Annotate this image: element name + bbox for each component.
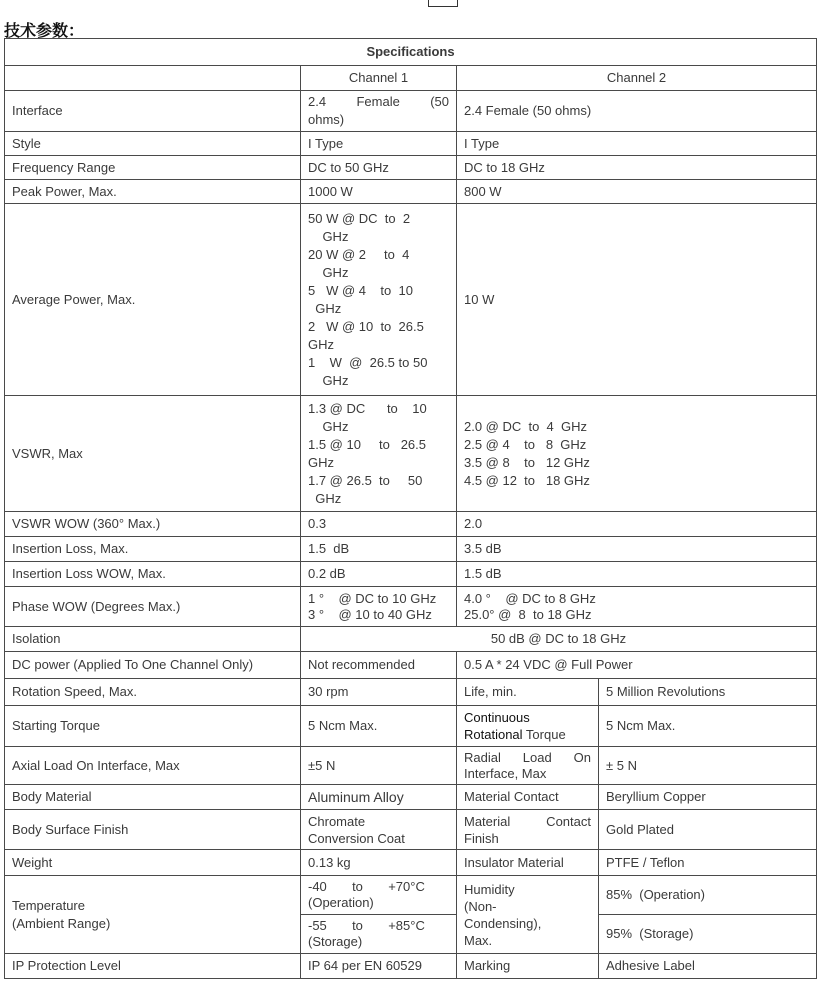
- row-label: Average Power, Max.: [5, 204, 301, 396]
- isolation-value: 50 dB @ DC to 18 GHz: [301, 627, 817, 652]
- ch1-value: 1000 W: [301, 180, 457, 204]
- row-label: Temperature (Ambient Range): [5, 876, 301, 954]
- row-label: VSWR, Max: [5, 396, 301, 512]
- row-label: Body Surface Finish: [5, 810, 301, 850]
- row-label: Insertion Loss, Max.: [5, 537, 301, 562]
- row-label: IP Protection Level: [5, 954, 301, 979]
- ch1-value: 1.5 dB: [301, 537, 457, 562]
- row-label: Body Material: [5, 785, 301, 810]
- table-row: [5, 562, 817, 587]
- table-row: [5, 706, 817, 747]
- sub-label: Material Contact Finish: [457, 810, 599, 850]
- ch1-value: 0.3: [301, 512, 457, 537]
- table-row: [5, 679, 817, 706]
- table-row: [5, 537, 817, 562]
- ch1-value: 0.2 dB: [301, 562, 457, 587]
- sub-value: 5 Ncm Max.: [599, 706, 817, 747]
- temp-operation: -40 to +70°C (Operation): [301, 876, 457, 915]
- ch2-value: 3.5 dB: [457, 537, 817, 562]
- table-row: [5, 627, 817, 652]
- table-row: [5, 652, 817, 679]
- sub-label: [457, 706, 599, 747]
- row-label: Weight: [5, 850, 301, 876]
- table-row: [5, 512, 817, 537]
- ch2-value: 2.0 @ DC to 4 GHz 2.5 @ 4 to 8 GHz 3.5 @ 8 to 12 GHz 4.5 @ 12 to 18 GHz: [457, 396, 817, 512]
- ch1-value: ±5 N: [301, 747, 457, 785]
- table-row: [5, 91, 817, 132]
- top-bracket-mark: [428, 0, 458, 7]
- sub-label: Material Contact: [457, 785, 599, 810]
- header-blank: [5, 66, 301, 91]
- ch2-value: I Type: [457, 132, 817, 156]
- sub-label-part: Rotational: [464, 727, 523, 742]
- sub-label: Insulator Material: [457, 850, 599, 876]
- table-row: [5, 587, 817, 627]
- sub-label-part: Torque: [522, 727, 566, 742]
- sub-label: Marking: [457, 954, 599, 979]
- table-row: [5, 156, 817, 180]
- temp-storage: -55 to +85°C (Storage): [301, 915, 457, 954]
- ch1-value: 1 ° @ DC to 10 GHz 3 ° @ 10 to 40 GHz: [301, 587, 457, 627]
- row-label: Insertion Loss WOW, Max.: [5, 562, 301, 587]
- table-row: [5, 180, 817, 204]
- sub-label-part: Continuous: [464, 710, 530, 725]
- table-row: [5, 204, 817, 396]
- sub-value: 5 Million Revolutions: [599, 679, 817, 706]
- table-row: [5, 954, 817, 979]
- ch1-value: 1.3 @ DC to 10 GHz 1.5 @ 10 to 26.5 GHz 1.7 @ 26.5 to 50 GHz: [301, 396, 457, 512]
- table-title: Specifications: [5, 39, 817, 66]
- ch2-value: 2.4 Female (50 ohms): [457, 91, 817, 132]
- row-label: DC power (Applied To One Channel Only): [5, 652, 301, 679]
- row-label: Isolation: [5, 627, 301, 652]
- sub-value: PTFE / Teflon: [599, 850, 817, 876]
- header-channel-2: Channel 2: [457, 66, 817, 91]
- row-label: Style: [5, 132, 301, 156]
- ch1-value: 0.13 kg: [301, 850, 457, 876]
- ch1-value: Aluminum Alloy: [301, 785, 457, 810]
- sub-label: Humidity (Non- Condensing), Max.: [457, 876, 599, 954]
- sub-value: Beryllium Copper: [599, 785, 817, 810]
- row-label: Frequency Range: [5, 156, 301, 180]
- row-label: Interface: [5, 91, 301, 132]
- humidity-storage: 95% (Storage): [599, 915, 817, 954]
- specifications-table: [4, 38, 817, 979]
- ch2-value: DC to 18 GHz: [457, 156, 817, 180]
- row-label: Rotation Speed, Max.: [5, 679, 301, 706]
- ch1-value: Not recommended: [301, 652, 457, 679]
- ch2-value: 0.5 A * 24 VDC @ Full Power: [457, 652, 817, 679]
- table-row: [5, 785, 817, 810]
- sub-value: Gold Plated: [599, 810, 817, 850]
- ch1-value: DC to 50 GHz: [301, 156, 457, 180]
- ch2-value: 800 W: [457, 180, 817, 204]
- table-row: [5, 132, 817, 156]
- header-channel-1: Channel 1: [301, 66, 457, 91]
- ch1-value: 50 W @ DC to 2 GHz 20 W @ 2 to 4 GHz 5 W @ 4 to 10 GHz 2 W @ 10 to 26.5 GHz 1 W @ 26.5 to 50 GHz: [301, 204, 457, 396]
- row-label: Starting Torque: [5, 706, 301, 747]
- table-row: [5, 810, 817, 850]
- sub-label: Radial Load On Interface, Max: [457, 747, 599, 785]
- row-label: Phase WOW (Degrees Max.): [5, 587, 301, 627]
- table-row: [5, 747, 817, 785]
- row-label: Peak Power, Max.: [5, 180, 301, 204]
- humidity-operation: 85% (Operation): [599, 876, 817, 915]
- ch1-value: 2.4 Female (50 ohms): [301, 91, 457, 132]
- sub-label: Life, min.: [457, 679, 599, 706]
- ch2-value: 4.0 ° @ DC to 8 GHz 25.0° @ 8 to 18 GHz: [457, 587, 817, 627]
- sub-value: ± 5 N: [599, 747, 817, 785]
- ch1-value: Chromate Conversion Coat: [301, 810, 457, 850]
- ch1-value: 5 Ncm Max.: [301, 706, 457, 747]
- row-label: VSWR WOW (360° Max.): [5, 512, 301, 537]
- table-row: [5, 850, 817, 876]
- table-row: [5, 396, 817, 512]
- sub-value: Adhesive Label: [599, 954, 817, 979]
- ch1-value: 30 rpm: [301, 679, 457, 706]
- ch2-value: 10 W: [457, 204, 817, 396]
- table-row: [5, 876, 817, 915]
- ch2-value: 2.0: [457, 512, 817, 537]
- section-caption: 技术参数：: [4, 21, 85, 40]
- ch2-value: 1.5 dB: [457, 562, 817, 587]
- ch1-value: IP 64 per EN 60529: [301, 954, 457, 979]
- row-label: Axial Load On Interface, Max: [5, 747, 301, 785]
- ch1-value: I Type: [301, 132, 457, 156]
